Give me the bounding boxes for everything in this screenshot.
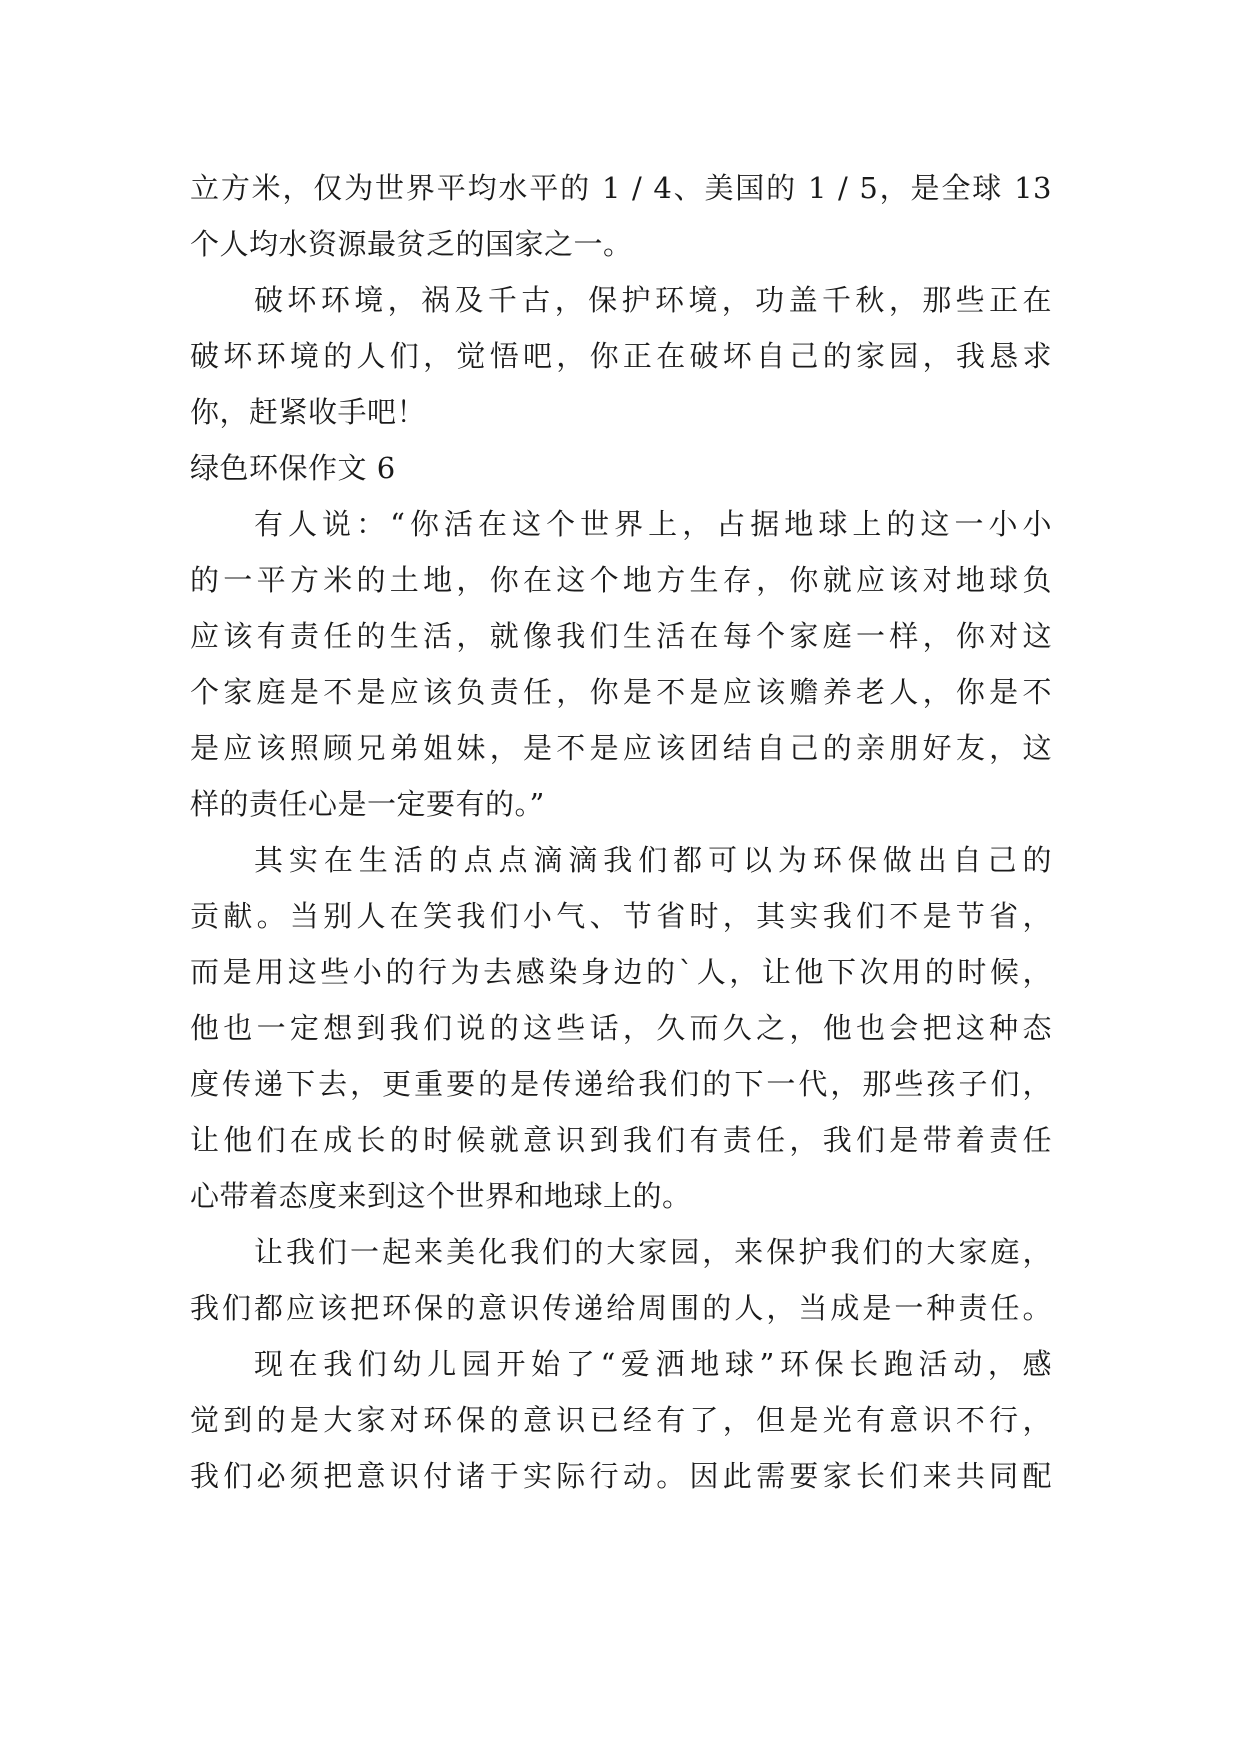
text-line: 立方米，仅为世界平均水平的 1 / 4、美国的 1 / 5，是全球 13 <box>190 171 1052 205</box>
text-line: 的一平方米的土地，你在这个地方生存，你就应该对地球负 <box>190 563 1052 597</box>
text-line: 贡献。当别人在笑我们小气、节省时，其实我们不是节省， <box>190 899 1052 933</box>
text-line: 样的责任心是一定要有的。” <box>190 787 545 821</box>
text-line: 个家庭是不是应该负责任，你是不是应该赡养老人，你是不 <box>190 675 1052 709</box>
text-line: 度传递下去，更重要的是传递给我们的下一代，那些孩子们， <box>190 1067 1052 1101</box>
text-line: 是应该照顾兄弟姐妹，是不是应该团结自己的亲朋好友，这 <box>190 731 1052 765</box>
text-line: 让他们在成长的时候就意识到我们有责任，我们是带着责任 <box>190 1123 1052 1157</box>
text-line: 他也一定想到我们说的这些话，久而久之，他也会把这种态 <box>190 1011 1052 1045</box>
document-page <box>190 160 1052 1504</box>
text-line: 我们都应该把环保的意识传递给周围的人，当成是一种责任。 <box>190 1291 1052 1325</box>
text-line: 应该有责任的生活，就像我们生活在每个家庭一样，你对这 <box>190 619 1052 653</box>
text-line: 心带着态度来到这个世界和地球上的。 <box>190 1179 692 1213</box>
text-line: 你，赶紧收手吧！ <box>190 395 427 429</box>
paragraph-first-line: 现在我们幼儿园开始了“爱洒地球”环保长跑活动，感 <box>254 1347 1052 1381</box>
text-line: 个人均水资源最贫乏的国家之一。 <box>190 227 633 261</box>
paragraph-first-line: 其实在生活的点点滴滴我们都可以为环保做出自己的 <box>254 843 1052 877</box>
text-line: 破坏环境的人们，觉悟吧，你正在破坏自己的家园，我恳求 <box>190 339 1052 373</box>
paragraph-first-line: 有人说：“你活在这个世界上，占据地球上的这一小小 <box>254 507 1052 541</box>
section-heading: 绿色环保作文 6 <box>190 451 396 485</box>
text-line: 觉到的是大家对环保的意识已经有了，但是光有意识不行， <box>190 1403 1052 1437</box>
text-line: 我们必须把意识付诸于实际行动。因此需要家长们来共同配 <box>190 1459 1052 1493</box>
paragraph-first-line: 让我们一起来美化我们的大家园，来保护我们的大家庭， <box>254 1235 1052 1269</box>
paragraph-first-line: 破坏环境，祸及千古，保护环境，功盖千秋，那些正在 <box>254 283 1052 317</box>
text-line: 而是用这些小的行为去感染身边的`人，让他下次用的时候， <box>190 955 1052 989</box>
